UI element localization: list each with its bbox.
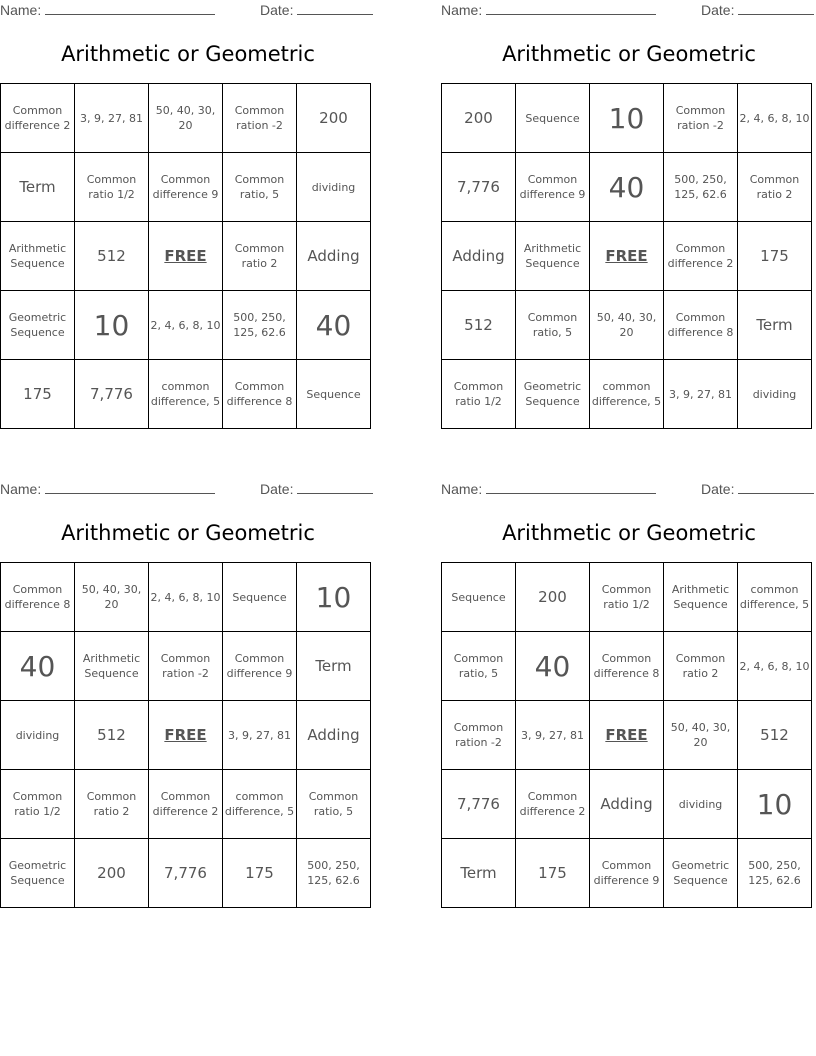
bingo-row — [442, 770, 812, 839]
bingo-cell[interactable]: Common ratio, 5 — [442, 632, 516, 701]
name-label: Name: — [441, 2, 483, 18]
bingo-cell[interactable]: 7,776 — [75, 360, 149, 429]
bingo-cell[interactable]: 175 — [223, 839, 297, 908]
bingo-row — [442, 153, 812, 222]
bingo-cell[interactable]: dividing — [297, 153, 371, 222]
name-field[interactable] — [0, 2, 215, 18]
bingo-cell[interactable]: Common difference 9 — [590, 839, 664, 908]
bingo-cell[interactable]: Term — [297, 632, 371, 701]
name-label: Name: — [0, 2, 42, 18]
bingo-cell[interactable]: 2, 4, 6, 8, 10 — [738, 632, 812, 701]
bingo-cell[interactable]: 200 — [516, 563, 590, 632]
bingo-row — [1, 839, 371, 908]
bingo-cell[interactable]: 40 — [516, 632, 590, 701]
bingo-row — [442, 839, 812, 908]
name-blank-line[interactable] — [486, 481, 656, 494]
bingo-grid — [0, 562, 371, 908]
bingo-row — [1, 153, 371, 222]
bingo-cell[interactable]: Common difference 2 — [516, 770, 590, 839]
free-space[interactable]: FREE — [149, 701, 223, 770]
bingo-cell[interactable]: 200 — [442, 84, 516, 153]
bingo-cell[interactable]: 3, 9, 27, 81 — [516, 701, 590, 770]
date-field[interactable] — [701, 481, 814, 497]
bingo-cell[interactable]: Sequence — [223, 563, 297, 632]
bingo-row — [1, 701, 371, 770]
bingo-row — [1, 632, 371, 701]
name-blank-line[interactable] — [486, 2, 656, 15]
bingo-cell[interactable]: 512 — [738, 701, 812, 770]
name-field[interactable] — [441, 2, 656, 18]
bingo-cell[interactable]: 2, 4, 6, 8, 10 — [149, 563, 223, 632]
bingo-cell[interactable]: Common ratio 2 — [223, 222, 297, 291]
bingo-cell[interactable]: Common difference 8 — [223, 360, 297, 429]
bingo-cell[interactable]: Sequence — [516, 84, 590, 153]
bingo-cell[interactable]: Common ratio 1/2 — [1, 770, 75, 839]
bingo-row — [442, 632, 812, 701]
bingo-cell[interactable]: Arithmetic Sequence — [1, 222, 75, 291]
bingo-cell[interactable]: Common difference 8 — [590, 632, 664, 701]
bingo-cell[interactable]: Geometric Sequence — [1, 839, 75, 908]
name-field[interactable] — [0, 481, 215, 497]
bingo-cell[interactable]: 7,776 — [149, 839, 223, 908]
bingo-row — [442, 701, 812, 770]
bingo-cell[interactable]: Common ration -2 — [442, 701, 516, 770]
date-label: Date: — [701, 481, 735, 497]
bingo-row — [442, 291, 812, 360]
free-space[interactable]: FREE — [149, 222, 223, 291]
bingo-cell[interactable]: Sequence — [297, 360, 371, 429]
bingo-row — [442, 563, 812, 632]
bingo-row — [1, 84, 371, 153]
bingo-cell[interactable]: dividing — [1, 701, 75, 770]
date-label: Date: — [260, 2, 294, 18]
date-field[interactable] — [260, 2, 373, 18]
bingo-cell[interactable]: common difference, 5 — [590, 360, 664, 429]
free-space[interactable]: FREE — [590, 222, 664, 291]
bingo-cell[interactable]: Common ratio 1/2 — [590, 563, 664, 632]
bingo-cell[interactable]: 10 — [738, 770, 812, 839]
bingo-cell[interactable]: 500, 250, 125, 62.6 — [297, 839, 371, 908]
date-field[interactable] — [701, 2, 814, 18]
date-blank-line[interactable] — [738, 481, 814, 494]
bingo-cell[interactable]: Common ratio 2 — [664, 632, 738, 701]
bingo-cell[interactable]: Adding — [442, 222, 516, 291]
bingo-cell[interactable]: Common ratio 1/2 — [442, 360, 516, 429]
bingo-grid — [441, 83, 812, 429]
bingo-row — [442, 84, 812, 153]
bingo-cell[interactable]: Arithmetic Sequence — [664, 563, 738, 632]
bingo-cell[interactable]: Common difference 2 — [1, 84, 75, 153]
bingo-cell[interactable]: Adding — [297, 222, 371, 291]
bingo-cell[interactable]: Common difference 2 — [149, 770, 223, 839]
bingo-cell[interactable]: 2, 4, 6, 8, 10 — [738, 84, 812, 153]
bingo-cell[interactable]: 2, 4, 6, 8, 10 — [149, 291, 223, 360]
name-field[interactable] — [441, 481, 656, 497]
bingo-grid — [0, 83, 371, 429]
bingo-cell[interactable]: 10 — [297, 563, 371, 632]
bingo-cell[interactable]: Adding — [590, 770, 664, 839]
bingo-cell[interactable]: Common difference 8 — [664, 291, 738, 360]
bingo-cell[interactable]: 175 — [1, 360, 75, 429]
bingo-cell[interactable]: Common ration -2 — [223, 84, 297, 153]
bingo-cell[interactable]: 40 — [1, 632, 75, 701]
bingo-cell[interactable]: 500, 250, 125, 62.6 — [738, 839, 812, 908]
bingo-cell[interactable]: 500, 250, 125, 62.6 — [664, 153, 738, 222]
card-title: Arithmetic or Geometric — [502, 521, 756, 545]
bingo-cell[interactable]: dividing — [738, 360, 812, 429]
bingo-cell[interactable]: Common ratio 2 — [738, 153, 812, 222]
bingo-cell[interactable]: 512 — [75, 701, 149, 770]
bingo-row — [1, 222, 371, 291]
bingo-cell[interactable]: Arithmetic Sequence — [516, 222, 590, 291]
bingo-cell[interactable]: Common difference 2 — [664, 222, 738, 291]
date-label: Date: — [701, 2, 735, 18]
bingo-cell[interactable]: 50, 40, 30, 20 — [149, 84, 223, 153]
card-title: Arithmetic or Geometric — [502, 42, 756, 66]
bingo-cell[interactable]: 512 — [75, 222, 149, 291]
bingo-cell[interactable]: dividing — [664, 770, 738, 839]
date-blank-line[interactable] — [297, 481, 373, 494]
bingo-cell[interactable]: 7,776 — [442, 770, 516, 839]
bingo-cell[interactable]: 3, 9, 27, 81 — [223, 701, 297, 770]
bingo-cell[interactable]: 40 — [297, 291, 371, 360]
bingo-cell[interactable]: 512 — [442, 291, 516, 360]
bingo-cell[interactable]: Common ration -2 — [664, 84, 738, 153]
bingo-cell[interactable]: Common ratio 2 — [75, 770, 149, 839]
bingo-row — [1, 563, 371, 632]
bingo-cell[interactable]: 40 — [590, 153, 664, 222]
bingo-cell[interactable]: 50, 40, 30, 20 — [590, 291, 664, 360]
bingo-cell[interactable]: 3, 9, 27, 81 — [75, 84, 149, 153]
free-space[interactable]: FREE — [590, 701, 664, 770]
bingo-cell[interactable]: common difference, 5 — [738, 563, 812, 632]
bingo-cell[interactable]: 50, 40, 30, 20 — [664, 701, 738, 770]
bingo-cell[interactable]: Common ratio, 5 — [297, 770, 371, 839]
card-title: Arithmetic or Geometric — [61, 42, 315, 66]
bingo-cell[interactable]: Common difference 9 — [149, 153, 223, 222]
name-blank-line[interactable] — [45, 481, 215, 494]
bingo-cell[interactable]: 7,776 — [442, 153, 516, 222]
bingo-cell[interactable]: 500, 250, 125, 62.6 — [223, 291, 297, 360]
bingo-cell[interactable]: 10 — [75, 291, 149, 360]
bingo-row — [1, 360, 371, 429]
bingo-cell[interactable]: common difference, 5 — [223, 770, 297, 839]
date-field[interactable] — [260, 481, 373, 497]
bingo-cell[interactable]: Geometric Sequence — [664, 839, 738, 908]
bingo-cell[interactable]: Term — [442, 839, 516, 908]
bingo-cell[interactable]: 175 — [738, 222, 812, 291]
bingo-cell[interactable]: Common ratio, 5 — [223, 153, 297, 222]
bingo-row — [442, 360, 812, 429]
bingo-row — [1, 291, 371, 360]
bingo-cell[interactable]: Common difference 9 — [223, 632, 297, 701]
date-label: Date: — [260, 481, 294, 497]
bingo-cell[interactable]: 175 — [516, 839, 590, 908]
bingo-cell[interactable]: Sequence — [442, 563, 516, 632]
bingo-cell[interactable]: 10 — [590, 84, 664, 153]
bingo-cell[interactable]: 200 — [297, 84, 371, 153]
bingo-cell[interactable]: Adding — [297, 701, 371, 770]
bingo-cell[interactable]: Term — [1, 153, 75, 222]
name-blank-line[interactable] — [45, 2, 215, 15]
name-label: Name: — [441, 481, 483, 497]
bingo-cell[interactable]: Arithmetic Sequence — [75, 632, 149, 701]
bingo-cell[interactable]: 50, 40, 30, 20 — [75, 563, 149, 632]
bingo-cell[interactable]: Common ration -2 — [149, 632, 223, 701]
bingo-row — [1, 770, 371, 839]
name-label: Name: — [0, 481, 42, 497]
card-title: Arithmetic or Geometric — [61, 521, 315, 545]
bingo-cell[interactable]: Common difference 9 — [516, 153, 590, 222]
date-blank-line[interactable] — [297, 2, 373, 15]
bingo-cell[interactable]: Common difference 8 — [1, 563, 75, 632]
bingo-row — [442, 222, 812, 291]
bingo-grid — [441, 562, 812, 908]
bingo-cell[interactable]: Geometric Sequence — [516, 360, 590, 429]
bingo-cell[interactable]: 3, 9, 27, 81 — [664, 360, 738, 429]
bingo-cell[interactable]: Geometric Sequence — [1, 291, 75, 360]
bingo-cell[interactable]: Common ratio 1/2 — [75, 153, 149, 222]
bingo-cell[interactable]: Common ratio, 5 — [516, 291, 590, 360]
date-blank-line[interactable] — [738, 2, 814, 15]
bingo-cell[interactable]: common difference, 5 — [149, 360, 223, 429]
bingo-cell[interactable]: Term — [738, 291, 812, 360]
bingo-cell[interactable]: 200 — [75, 839, 149, 908]
